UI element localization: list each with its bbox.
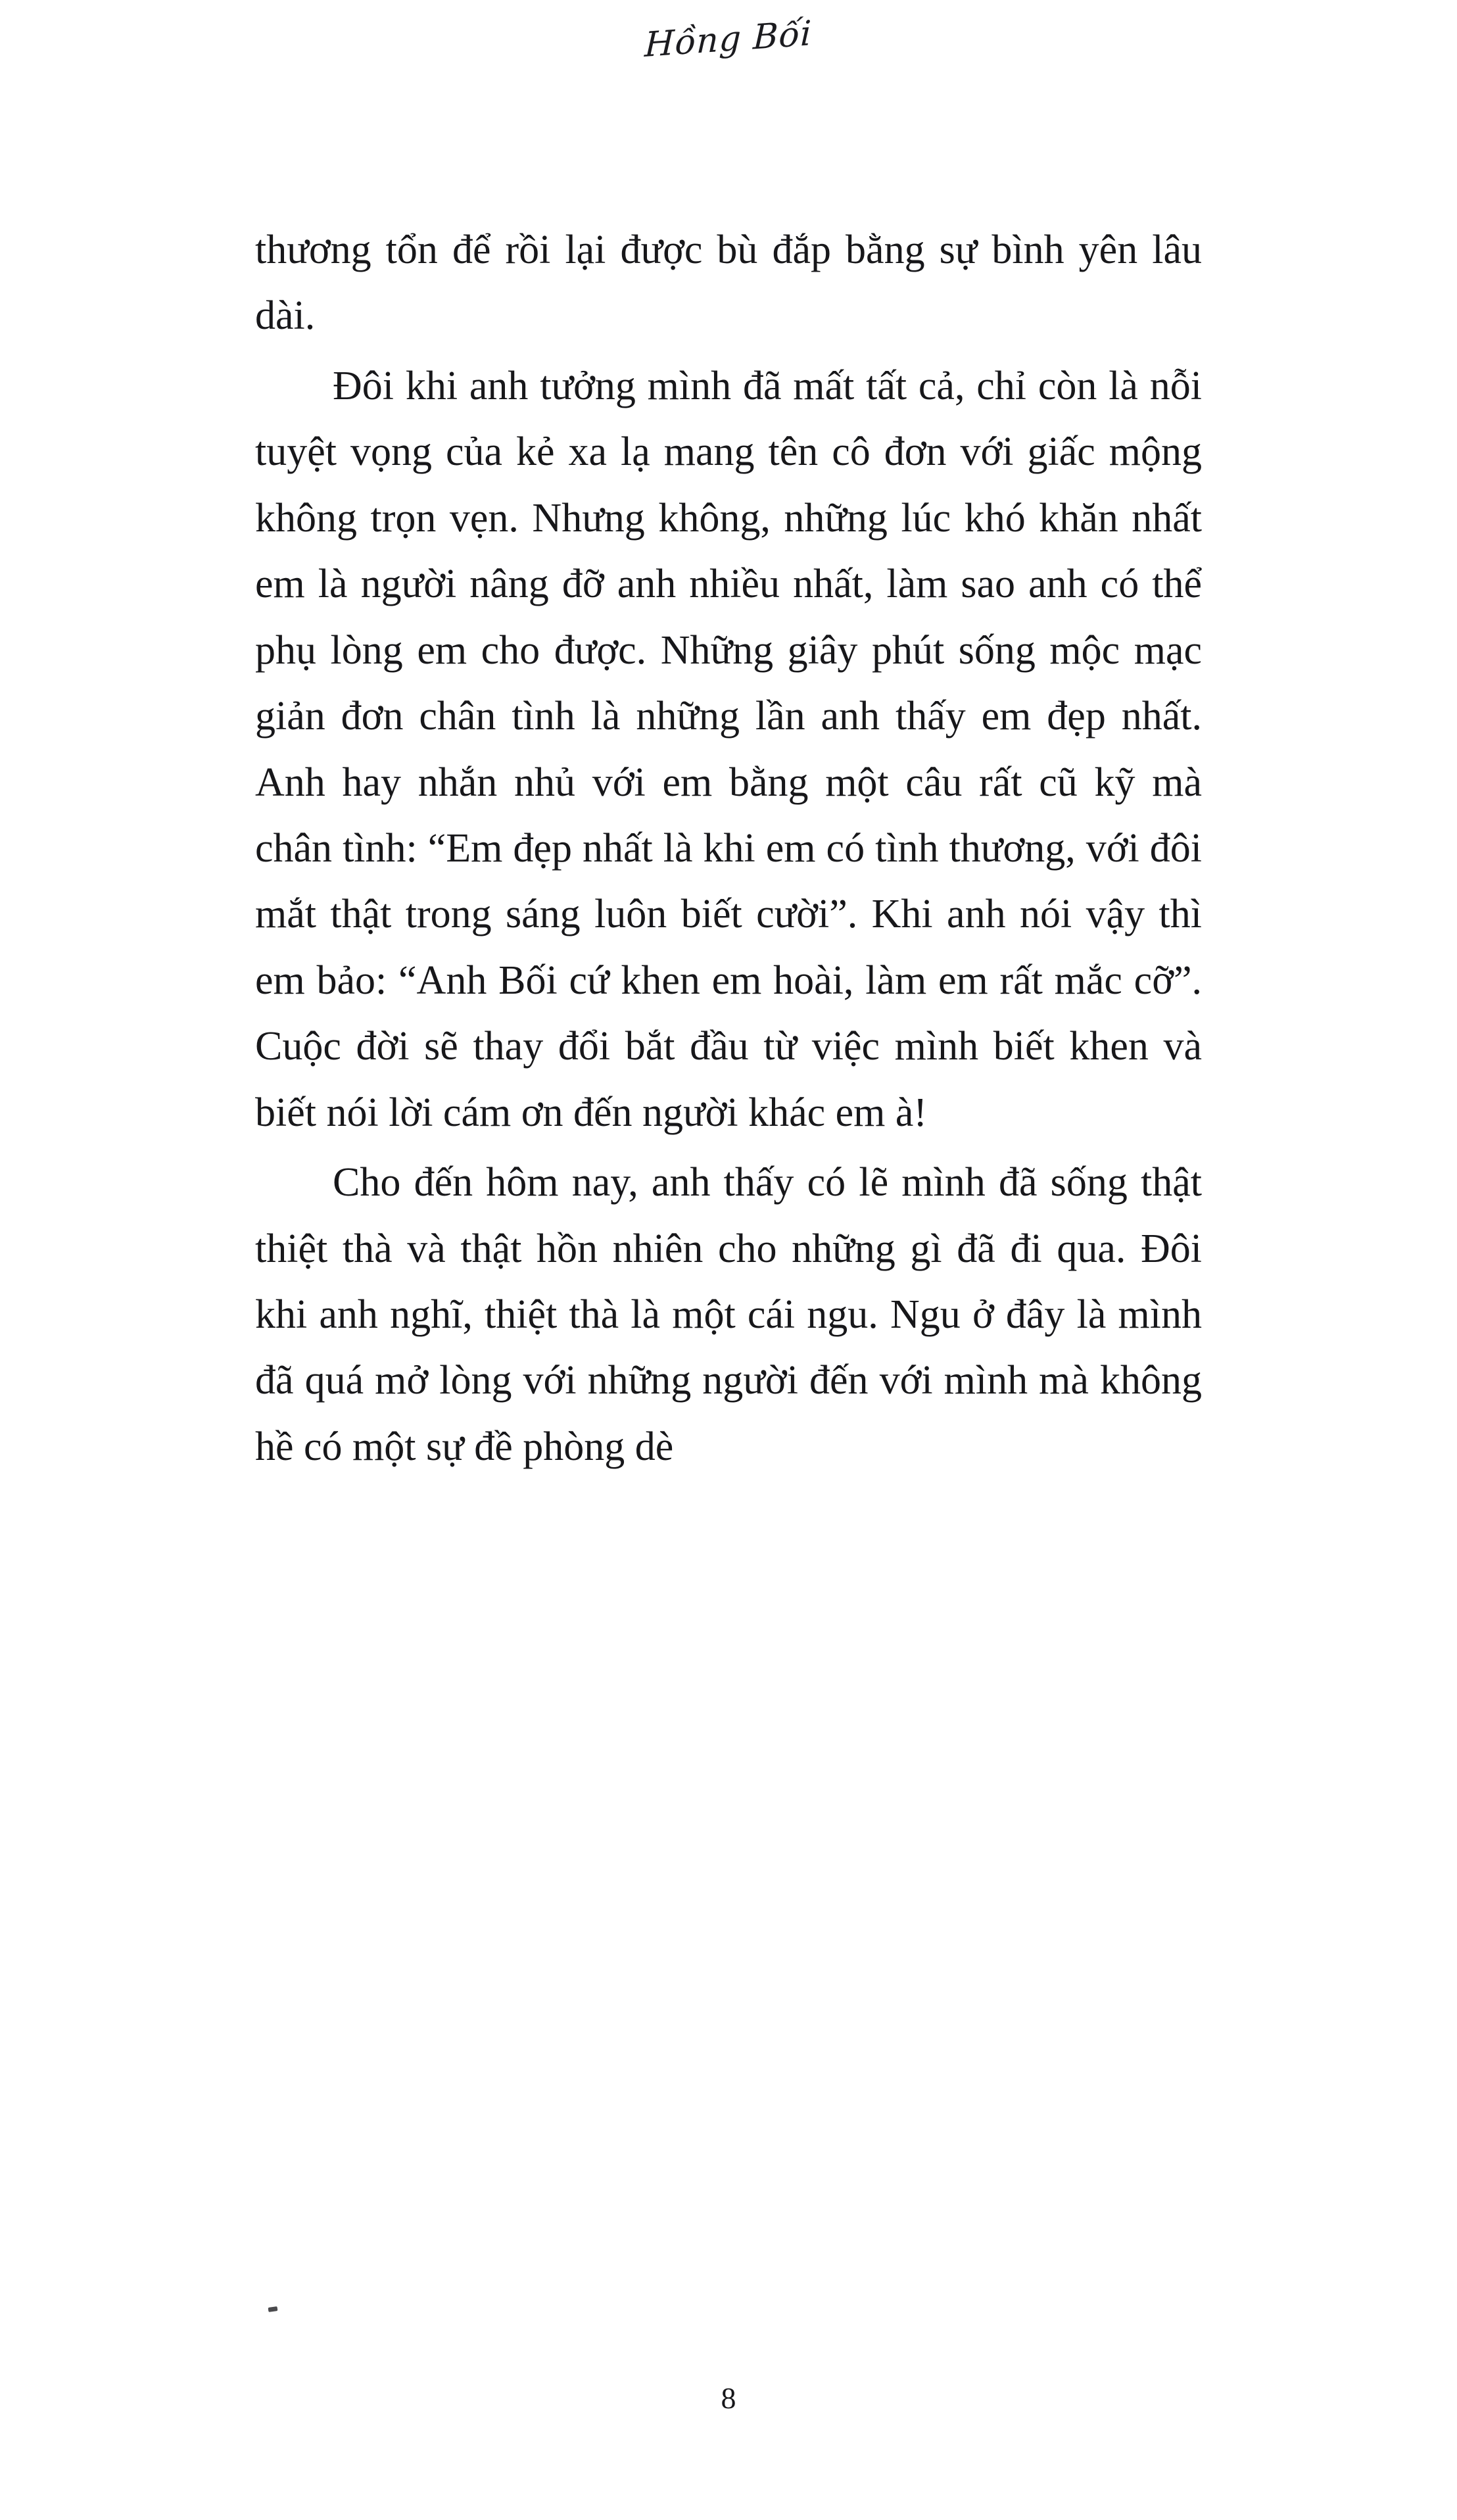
paragraph-3: Cho đến hôm nay, anh thấy có lẽ mình đã sống thật thiệt thà và thật hồn nhiên cho những gì đã đi qua. Đôi khi anh nghĩ, thiệt thà là một cái ngu. Ngu ở đây là mình đã quá mở lòng với những người đến với mình mà không hề có một sự đề phòng dè — [255, 1160, 1202, 1469]
paragraph-1: thương tổn để rồi lại được bù đắp bằng sự bình yên lâu dài. — [255, 228, 1202, 339]
running-head — [0, 0, 1457, 79]
body-text-block — [255, 217, 1202, 1484]
running-head-text: Hồng Bối — [644, 13, 813, 66]
page-number: 8 — [721, 2381, 736, 2415]
paragraph-2: Đôi khi anh tưởng mình đã mất tất cả, chỉ còn là nỗi tuyệt vọng của kẻ xa lạ mang tên cô đơn với giấc mộng không trọn vẹn. Nhưng không, những lúc khó khăn nhất em là người nâng đỡ anh nhiều nhất, làm sao anh có thể phụ lòng em cho được. Những giây phút sống mộc mạc giản đơn chân tình là những lần anh thấy em đẹp nhất. Anh hay nhắn nhủ với em bằng một câu rất cũ kỹ mà chân tình: “Em đẹp nhất là khi em có tình thương, với đôi mắt thật trong sáng luôn biết cười”. Khi anh nói vậy thì em bảo: “Anh Bối cứ khen em hoài, làm em rất mắc cỡ”. Cuộc đời sẽ thay đổi bắt đầu từ việc mình biết khen và biết nói lời cám ơn đến người khác em à! — [255, 363, 1202, 1135]
ink-speck — [268, 2306, 278, 2312]
